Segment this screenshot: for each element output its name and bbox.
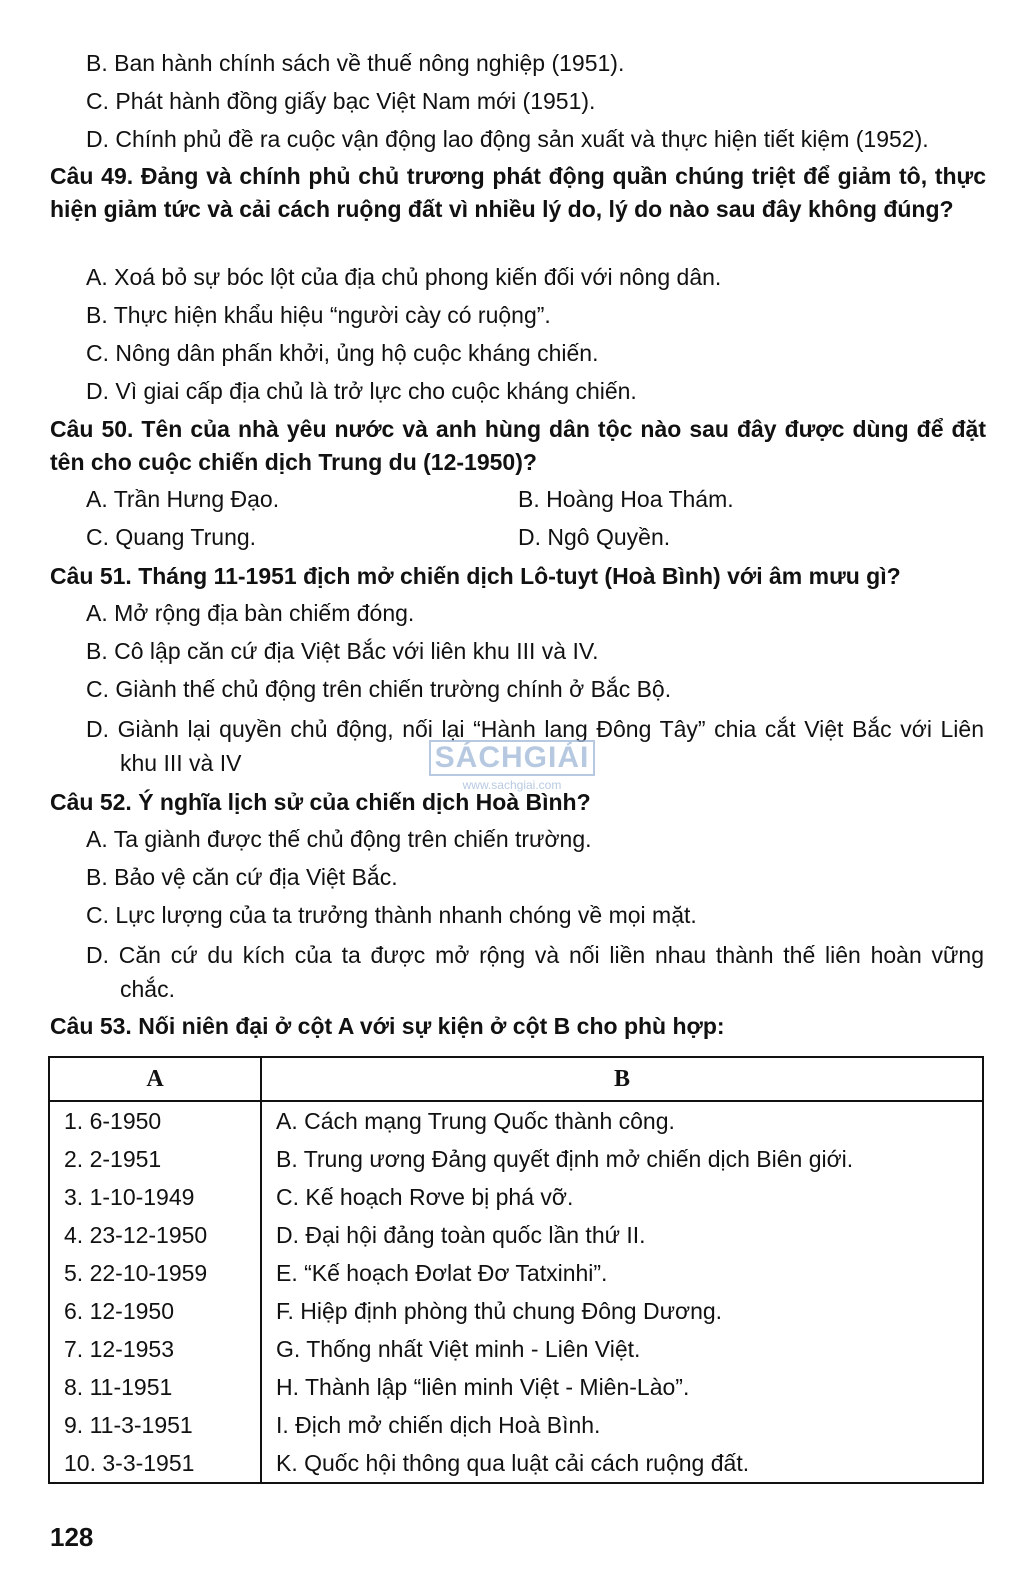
option-line: D. Vì giai cấp địa chủ là trở lực cho cuộc kháng chiến.	[86, 378, 637, 404]
cell-a: 7. 12-1953	[49, 1330, 261, 1368]
option-line: C. Nông dân phấn khởi, ủng hộ cuộc kháng chiến.	[86, 340, 599, 366]
question-50: Câu 50. Tên của nhà yêu nước và anh hùng dân tộc nào sau đây được dùng để đặt tên cho cuộc chiến dịch Trung du (12-1950)?	[50, 416, 986, 475]
cell-a: 9. 11-3-1951	[49, 1406, 261, 1444]
question-52: Câu 52. Ý nghĩa lịch sử của chiến dịch Hoà Bình?	[50, 789, 591, 815]
cell-a: 10. 3-3-1951	[49, 1444, 261, 1483]
option-line: C. Lực lượng của ta trưởng thành nhanh chóng về mọi mặt.	[86, 902, 697, 928]
table-row	[49, 1406, 983, 1444]
table-row	[49, 1101, 983, 1140]
option-line: B. Thực hiện khẩu hiệu “người cày có ruộng”.	[86, 302, 551, 328]
watermark-logo: SÁCHGIẢI www.sachgiai.com	[412, 738, 612, 828]
option-line: D. Căn cứ du kích của ta được mở rộng và nối liền nhau thành thế liên hoàn vững chắc.	[86, 942, 984, 1002]
option-line: D. Giành lại quyền chủ động, nối lại “Hành lang Đông Tây” chia cắt Việt Bắc với Liên khu III và IV	[86, 716, 984, 776]
question-51: Câu 51. Tháng 11-1951 địch mở chiến dịch Lô-tuyt (Hoà Bình) với âm mưu gì?	[50, 563, 901, 589]
option-line: A. Trần Hưng Đạo.	[86, 486, 280, 512]
cell-a: 4. 23-12-1950	[49, 1216, 261, 1254]
page-number: 128	[50, 1522, 94, 1552]
option-line: B. Bảo vệ căn cứ địa Việt Bắc.	[86, 864, 398, 890]
cell-b: H. Thành lập “liên minh Việt - Miên-Lào”.	[261, 1368, 983, 1406]
option-line: B. Cô lập căn cứ địa Việt Bắc với liên khu III và IV.	[86, 638, 599, 664]
cell-b: A. Cách mạng Trung Quốc thành công.	[261, 1101, 983, 1140]
option-line: C. Giành thế chủ động trên chiến trường chính ở Bắc Bộ.	[86, 676, 672, 702]
question-53: Câu 53. Nối niên đại ở cột A với sự kiện ở cột B cho phù hợp:	[50, 1013, 725, 1039]
cell-a: 5. 22-10-1959	[49, 1254, 261, 1292]
option-line: A. Ta giành được thế chủ động trên chiến trường.	[86, 826, 592, 852]
column-b-header: B	[261, 1057, 983, 1101]
cell-b: I. Địch mở chiến dịch Hoà Bình.	[261, 1406, 983, 1444]
matching-table	[48, 1056, 984, 1484]
option-line: C. Quang Trung.	[86, 524, 257, 550]
option-line: D. Ngô Quyền.	[518, 524, 671, 550]
option-line: D. Chính phủ đề ra cuộc vận động lao động sản xuất và thực hiện tiết kiệm (1952).	[86, 126, 929, 152]
cell-b: C. Kế hoạch Rơve bị phá vỡ.	[261, 1178, 983, 1216]
table-row	[49, 1140, 983, 1178]
cell-a: 1. 6-1950	[49, 1101, 261, 1140]
cell-b: E. “Kế hoạch Đơlat Đơ Tatxinhi”.	[261, 1254, 983, 1292]
column-a-header: A	[49, 1057, 261, 1101]
cell-b: G. Thống nhất Việt minh - Liên Việt.	[261, 1330, 983, 1368]
table-row	[49, 1254, 983, 1292]
cell-b: B. Trung ương Đảng quyết định mở chiến dịch Biên giới.	[261, 1140, 983, 1178]
option-line: B. Hoàng Hoa Thám.	[518, 486, 734, 512]
cell-a: 2. 2-1951	[49, 1140, 261, 1178]
table-row	[49, 1368, 983, 1406]
cell-a: 3. 1-10-1949	[49, 1178, 261, 1216]
cell-a: 6. 12-1950	[49, 1292, 261, 1330]
table-row	[49, 1330, 983, 1368]
cell-a: 8. 11-1951	[49, 1368, 261, 1406]
question-49: Câu 49. Đảng và chính phủ chủ trương phát động quần chúng triệt để giảm tô, thực hiện giảm tức và cải cách ruộng đất vì nhiều lý do, lý do nào sau đây không đúng?	[50, 163, 986, 222]
table-row	[49, 1216, 983, 1254]
option-line: B. Ban hành chính sách về thuế nông nghiệp (1951).	[86, 50, 625, 76]
table-row	[49, 1178, 983, 1216]
option-line: A. Mở rộng địa bàn chiếm đóng.	[86, 600, 415, 626]
table-row	[49, 1292, 983, 1330]
cell-b: F. Hiệp định phòng thủ chung Đông Dương.	[261, 1292, 983, 1330]
cell-b: K. Quốc hội thông qua luật cải cách ruộng đất.	[261, 1444, 983, 1483]
option-line: C. Phát hành đồng giấy bạc Việt Nam mới (1951).	[86, 88, 596, 114]
cell-b: D. Đại hội đảng toàn quốc lần thứ II.	[261, 1216, 983, 1254]
table-row	[49, 1444, 983, 1483]
option-line: A. Xoá bỏ sự bóc lột của địa chủ phong kiến đối với nông dân.	[86, 264, 722, 290]
